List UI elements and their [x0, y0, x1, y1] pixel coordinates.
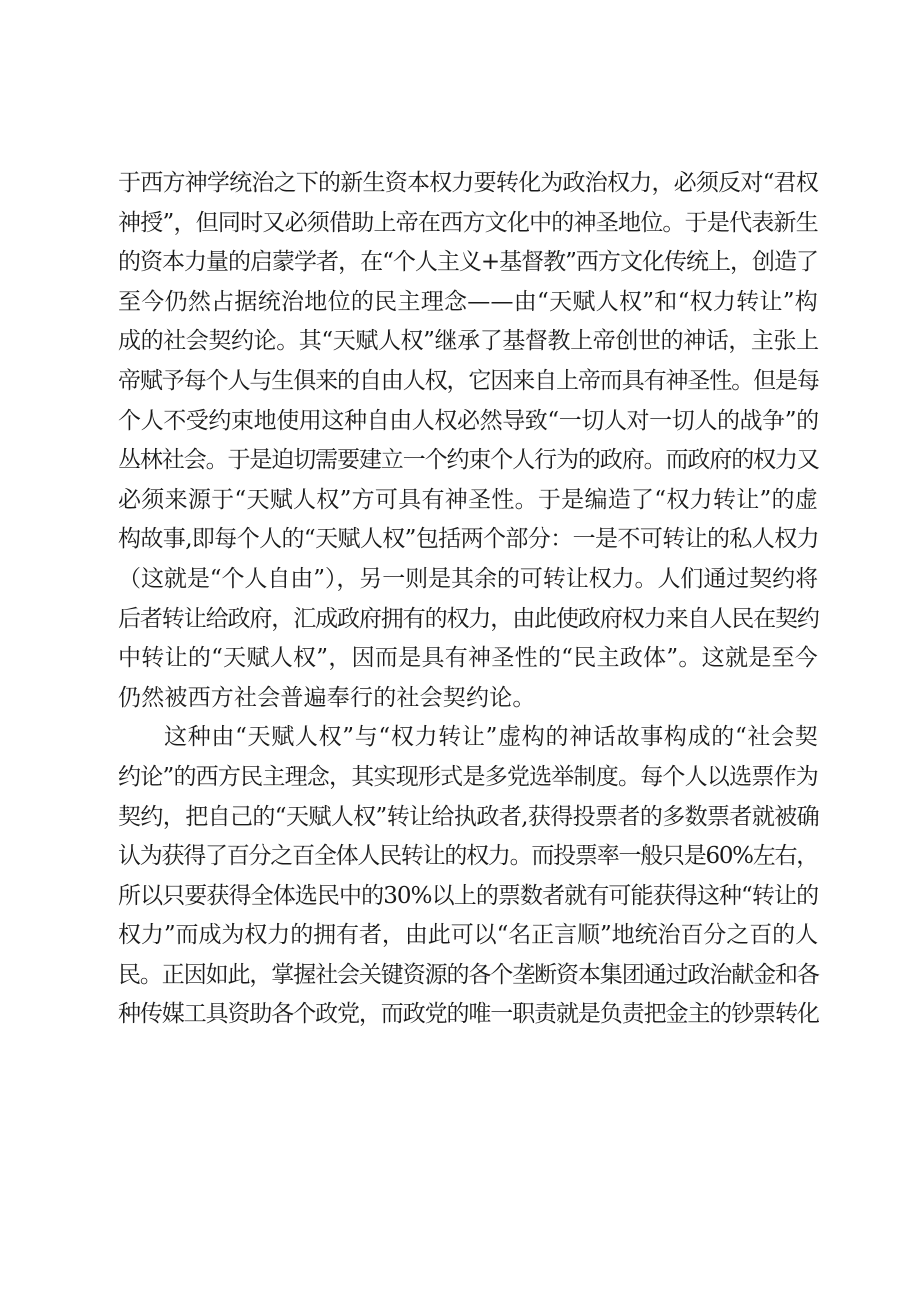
text-line: 成的社会契约论。其“天赋人权”继承了基督教上帝创世的神话，主张上 — [118, 328, 819, 355]
text-line: 神授”，但同时又必须借助上帝在西方文化中的神圣地位。于是代表新生 — [118, 209, 818, 236]
text-line: 民。正因如此，掌握社会关键资源的各个垄断资本集团通过政治献金和各 — [118, 961, 819, 988]
text-line: 契约，把自己的“天赋人权”转让给执政者,获得投票者的多数票者就被确 — [118, 803, 820, 830]
text-line: 权力”而成为权力的拥有者，由此可以“名正言顺”地统治百分之百的人 — [118, 922, 818, 949]
text-line: 至今仍然占据统治地位的民主理念——由“天赋人权”和“权力转让”构 — [118, 288, 818, 315]
paragraph-2 — [118, 718, 818, 1035]
document-body — [118, 164, 818, 1035]
text-line: 的资本力量的启蒙学者，在“个人主义+基督教”西方文化传统上，创造了 — [118, 249, 818, 276]
text-line: （这就是“个人自由”），另一则是其余的可转让权力。人们通过契约将 — [118, 565, 818, 592]
text-line: 丛林社会。于是迫切需要建立一个约束个人行为的政府。而政府的权力又 — [118, 447, 819, 474]
text-line: 个人不受约束地使用这种自由人权必然导致“一切人对一切人的战争”的 — [118, 407, 819, 434]
paragraph-1 — [118, 164, 818, 718]
text-line: 构故事,即每个人的“天赋人权”包括两个部分：一是不可转让的私人权力 — [118, 526, 820, 553]
text-line: 帝赋予每个人与生俱来的自由人权，它因来自上帝而具有神圣性。但是每 — [118, 367, 819, 394]
text-line: 所以只要获得全体选民中的30%以上的票数者就有可能获得这种“转让的 — [118, 882, 819, 909]
text-line: 这种由“天赋人权”与“权力转让”虚构的神话故事构成的“社会契 — [164, 724, 818, 751]
text-line: 认为获得了百分之百全体人民转让的权力。而投票率一般只是60%左右， — [118, 843, 818, 870]
text-line: 后者转让给政府，汇成政府拥有的权力，由此使政府权力来自人民在契约 — [118, 605, 819, 632]
text-line: 仍然被西方社会普遍奉行的社会契约论。 — [118, 684, 536, 711]
text-line: 中转让的“天赋人权”，因而是具有神圣性的“民主政体”。这就是至今 — [118, 645, 818, 672]
text-line: 种传媒工具资助各个政党，而政党的唯一职责就是负责把金主的钞票转化 — [118, 1001, 819, 1028]
text-line: 约论”的西方民主理念，其实现形式是多党选举制度。每个人以选票作为 — [118, 763, 818, 790]
text-line: 于西方神学统治之下的新生资本权力要转化为政治权力，必须反对“君权 — [118, 170, 818, 196]
text-line: 必须来源于“天赋人权”方可具有神圣性。于是编造了“权力转让”的虚 — [118, 486, 818, 513]
